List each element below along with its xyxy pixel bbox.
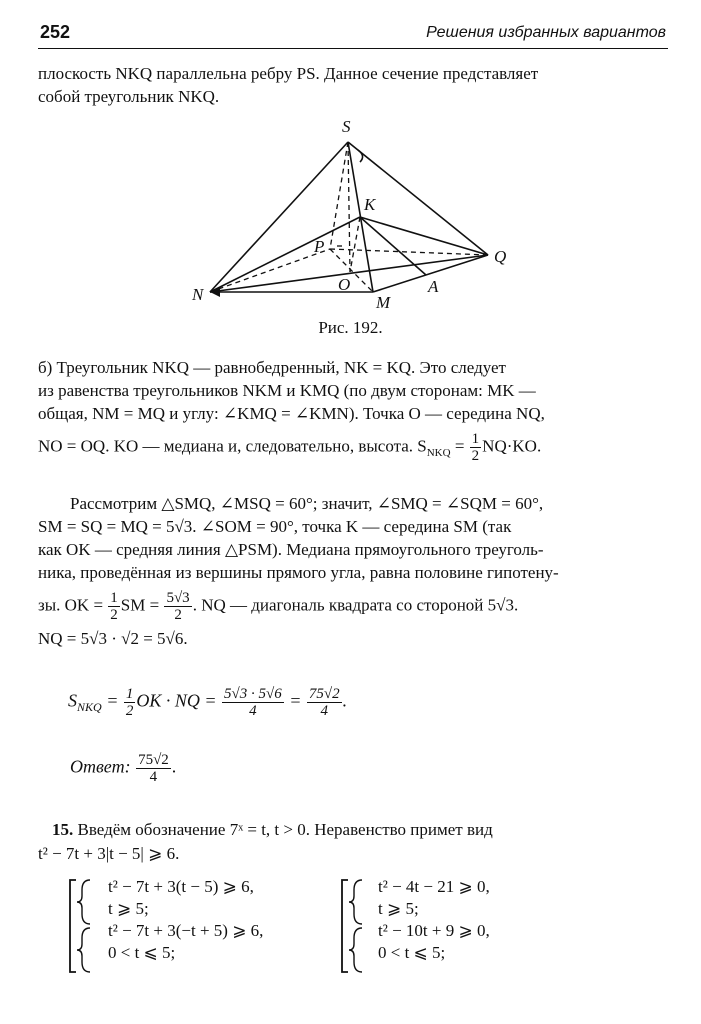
- edge-KO: [350, 217, 360, 272]
- edge-KA: [360, 217, 426, 275]
- system-left-line-1: t² − 7t + 3(t − 5) ⩾ 6,: [108, 877, 254, 896]
- label-O: O: [338, 275, 351, 294]
- consider-line-2: SM = SQ = MQ = 5√3. ∠SOM = 90°, точка K — середина SM (так: [38, 517, 512, 536]
- bracket-left-system: [66, 878, 106, 974]
- fraction-half: $\frac{1}{2}$: [471, 431, 480, 464]
- bracket-right-system: [338, 878, 378, 974]
- answer-fraction: $\frac{75√2}{4}$: [138, 752, 169, 785]
- intro-line-1: плоскость NKQ параллельна ребру PS. Данное сечение представляет: [38, 64, 539, 83]
- consider-line-6: NQ = 5√3 · √2 = 5√6.: [38, 629, 188, 648]
- fraction-area-3: $\frac{75√2}{4}$: [308, 686, 340, 719]
- label-S: S: [342, 117, 351, 136]
- task-15-paragraph-cont: [38, 842, 668, 865]
- part-b-line-3: общая, NM = MQ и углу: ∠KMQ = ∠KMN). Точка O — середина NQ,: [38, 404, 545, 423]
- system-left: [108, 876, 263, 964]
- fraction-area-1: $\frac{1}{2}$: [125, 686, 134, 719]
- edge-KQ: [360, 217, 488, 255]
- part-b-paragraph: [38, 356, 668, 465]
- edge-SO: [348, 142, 350, 272]
- system-right-line-4: 0 < t ⩽ 5;: [378, 943, 446, 962]
- angle-arc-S: [358, 150, 363, 162]
- label-M: M: [376, 293, 391, 312]
- consider-line-3: как OK — средняя линия △PSM). Медиана прямоугольного треуголь-: [38, 540, 544, 559]
- label-K: K: [364, 195, 376, 214]
- system-right-line-3: t² − 10t + 9 ⩾ 0,: [378, 921, 490, 940]
- label-P: P: [314, 237, 325, 256]
- page-header: [38, 22, 668, 49]
- area-formula: $S_{NKQ}$ = $\frac{1}{2}$ OK · NQ = $\frac{5√3 \cdot 5√6}{4}$ = $\frac{75√2}{4}$ .: [68, 686, 348, 719]
- system-left-line-2: t ⩾ 5;: [108, 899, 149, 918]
- intro-paragraph: [38, 62, 668, 108]
- fraction-area-2: $\frac{5√3 \cdot 5√6}{4}$: [224, 686, 282, 719]
- fraction-half-2: $\frac{1}{2}$: [110, 590, 118, 623]
- label-Q: Q: [494, 247, 507, 266]
- consider-paragraph-cont: [38, 515, 668, 650]
- running-title: Решения избранных вариантов: [426, 24, 666, 41]
- consider-line-1: Рассмотрим △SMQ, ∠MSQ = 60°; значит, ∠SMQ = ∠SQM = 60°,: [70, 494, 544, 513]
- answer-label: Ответ:: [70, 756, 131, 777]
- consider-line-5: зы. OK = $\frac{1}{2}$ SM = $\frac{5√3}{2}$ . NQ — диагональ квадрата со стороной 5√3.: [38, 590, 519, 623]
- edge-NP: [210, 249, 330, 292]
- part-b-line-1: б) Треугольник NKQ — равнобедренный, NK = KQ. Это следует: [38, 358, 506, 377]
- consider-line-4: ника, проведённая из вершины прямого угла, равна половине гипотену-: [38, 563, 559, 582]
- system-right-line-1: t² − 4t − 21 ⩾ 0,: [378, 877, 490, 896]
- part-b-line-2: из равенства треугольников NKM и KMQ (по двум сторонам: MK —: [38, 381, 536, 400]
- fraction-5sqrt3-over-2: $\frac{5√3}{2}$: [166, 590, 190, 623]
- system-right-line-2: t ⩾ 5;: [378, 899, 419, 918]
- task-15-paragraph: [38, 818, 668, 841]
- vertex-N-marker: [210, 287, 220, 297]
- task-15-line-2: t² − 7t + 3|t − 5| ⩾ 6.: [38, 844, 180, 863]
- system-left-line-4: 0 < t ⩽ 5;: [108, 943, 176, 962]
- edge-SN: [210, 142, 351, 294]
- label-N: N: [192, 285, 204, 304]
- label-A: A: [428, 277, 439, 296]
- task-15-line-1: 15. Введём обозначение 7ˣ = t, t > 0. Неравенство примет вид: [52, 820, 493, 839]
- page-number: 252: [40, 22, 71, 42]
- answer: Ответ: $\frac{75√2}{4}$ .: [70, 752, 177, 785]
- figure-caption: Рис. 192.: [318, 318, 383, 337]
- pyramid-figure: [180, 112, 540, 324]
- consider-paragraph: [38, 492, 668, 515]
- part-b-line-4: NO = OQ. KO — медиана и, следовательно, высота. $S_{NKQ}$ = $\frac{1}{2}$ NQ·KO.: [38, 431, 542, 464]
- system-left-line-3: t² − 7t + 3(−t + 5) ⩾ 6,: [108, 921, 264, 940]
- task-number: 15.: [52, 820, 74, 839]
- intro-line-2: собой треугольник NKQ.: [38, 87, 220, 106]
- system-right: [378, 876, 490, 964]
